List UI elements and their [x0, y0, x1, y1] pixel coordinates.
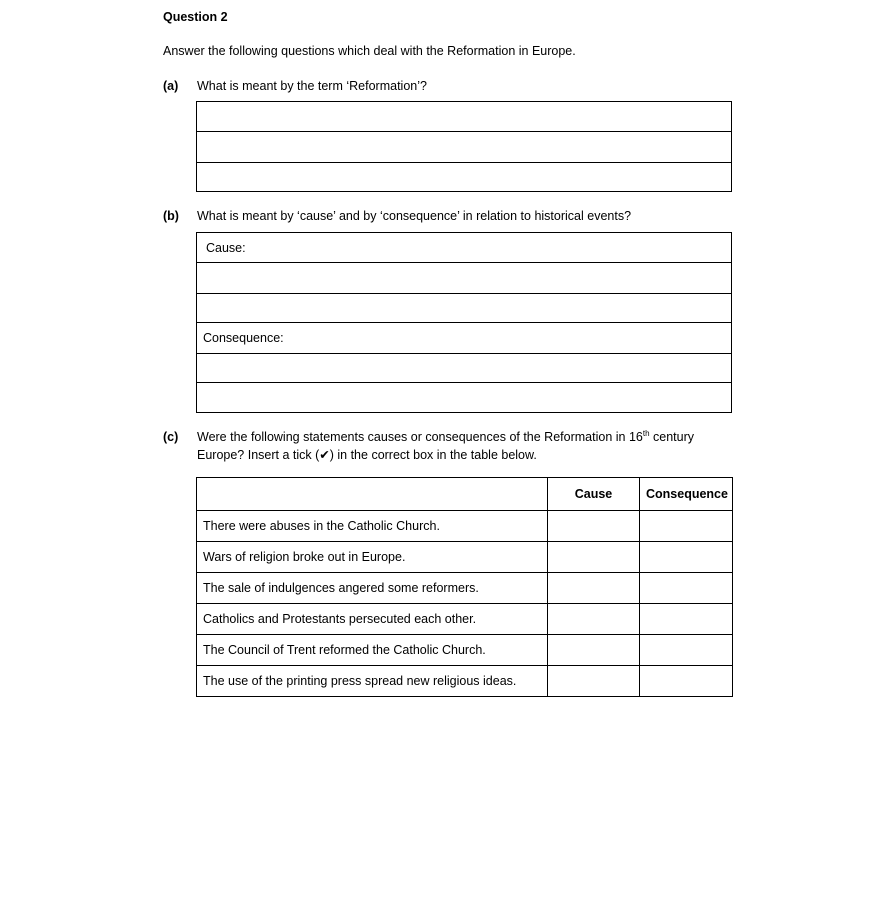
part-b-answer-box[interactable]	[196, 232, 732, 413]
header-cause: Cause	[548, 478, 640, 511]
consequence-tick-box[interactable]	[640, 666, 733, 697]
part-c-label: (c)	[163, 430, 179, 444]
statement-cell: The sale of indulgences angered some reformers.	[197, 573, 548, 604]
cause-tick-box[interactable]	[548, 573, 640, 604]
answer-line	[197, 382, 731, 383]
answer-line	[197, 293, 731, 294]
answer-line	[197, 262, 731, 263]
answer-line	[197, 322, 731, 323]
part-b-question: What is meant by ‘cause’ and by ‘consequence’ in relation to historical events?	[197, 209, 632, 223]
statement-cell: The Council of Trent reformed the Catholic Church.	[197, 635, 548, 666]
cause-tick-box[interactable]	[548, 604, 640, 635]
table-row	[197, 604, 733, 635]
consequence-tick-box[interactable]	[640, 635, 733, 666]
cause-consequence-table	[196, 477, 733, 697]
header-statement	[197, 478, 548, 511]
part-c-question-line1	[197, 430, 694, 444]
cause-tick-box[interactable]	[548, 511, 640, 542]
part-a-answer-box[interactable]	[196, 101, 732, 192]
consequence-tick-box[interactable]	[640, 511, 733, 542]
consequence-tick-box[interactable]	[640, 573, 733, 604]
answer-line	[197, 162, 731, 163]
intro-text: Answer the following questions which deal with the Reformation in Europe.	[163, 44, 576, 58]
ordinal-suffix: th	[642, 428, 650, 438]
table-row	[197, 542, 733, 573]
statement-cell: Wars of religion broke out in Europe.	[197, 542, 548, 573]
table-row	[197, 511, 733, 542]
question-title: Question 2	[163, 10, 228, 24]
statement-cell: There were abuses in the Catholic Church.	[197, 511, 548, 542]
part-b-label: (b)	[163, 209, 179, 223]
cause-tick-box[interactable]	[548, 635, 640, 666]
statement-cell: Catholics and Protestants persecuted each other.	[197, 604, 548, 635]
cause-tick-box[interactable]	[548, 666, 640, 697]
consequence-tick-box[interactable]	[640, 604, 733, 635]
answer-line	[197, 353, 731, 354]
consequence-label: Consequence:	[203, 331, 284, 345]
part-c-question-line1-text: Were the following statements causes or consequences of the Reformation in 16	[197, 430, 643, 444]
cause-label: Cause:	[206, 241, 246, 255]
part-c-question-line1-end: century	[649, 430, 694, 444]
cause-tick-box[interactable]	[548, 542, 640, 573]
table-row	[197, 635, 733, 666]
part-c-question-line2: Europe? Insert a tick (✔) in the correct box in the table below.	[197, 448, 537, 462]
table-header-row	[197, 478, 733, 511]
part-a-label: (a)	[163, 79, 179, 93]
part-a-question: What is meant by the term ‘Reformation’?	[197, 79, 427, 93]
table-row	[197, 573, 733, 604]
header-consequence: Consequence	[640, 478, 733, 511]
statement-cell: The use of the printing press spread new religious ideas.	[197, 666, 548, 697]
consequence-tick-box[interactable]	[640, 542, 733, 573]
table-row	[197, 666, 733, 697]
answer-line	[197, 131, 731, 132]
